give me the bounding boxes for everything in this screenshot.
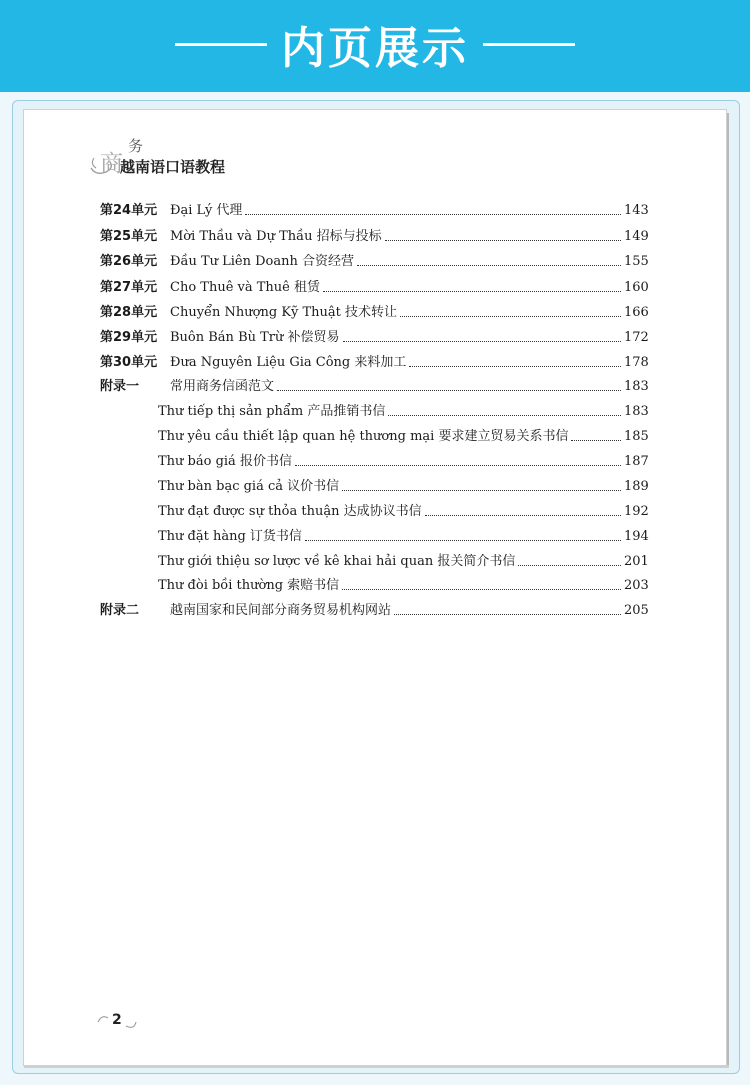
toc-entry-title: Thư báo giá 报价书信: [158, 454, 292, 469]
toc-entry-title: Đưa Nguyên Liệu Gia Công 来料加工: [170, 355, 407, 370]
toc-page-number: 166: [624, 305, 649, 320]
toc-row: [100, 600, 649, 620]
toc-row: [158, 526, 649, 546]
toc-dot-leader: [425, 515, 621, 516]
toc-row: [158, 476, 649, 496]
banner-title: 内页展示: [281, 23, 469, 74]
toc-dot-leader: [295, 465, 621, 466]
toc-entry-title: Đầu Tư Liên Doanh 合资经营: [170, 254, 355, 269]
toc-entry-title: Thư đạt được sự thỏa thuận 达成协议书信: [158, 504, 422, 519]
toc-entry-title: Cho Thuê và Thuê 租赁: [170, 280, 320, 295]
toc-row: [158, 501, 649, 521]
toc-row: [100, 352, 649, 372]
toc-dot-leader: [409, 366, 621, 367]
page-header: [88, 132, 268, 180]
toc-row: [100, 251, 649, 271]
toc-row: [100, 327, 649, 347]
toc-page-number: 155: [624, 254, 649, 269]
toc-entry-title: Buôn Bán Bù Trừ 补偿贸易: [170, 330, 340, 345]
toc-entry-title: Đại Lý 代理: [170, 203, 243, 218]
toc-unit-label: 第29单元: [100, 330, 158, 345]
toc-row: [158, 551, 649, 571]
toc-page-number: 189: [624, 479, 649, 494]
toc-unit-label: 第25单元: [100, 229, 158, 244]
toc-row: [100, 302, 649, 322]
toc-page-number: 149: [624, 229, 649, 244]
toc-dot-leader: [342, 589, 621, 590]
toc-dot-leader: [245, 214, 621, 215]
toc-entry-title: Thư yêu cầu thiết lập quan hệ thương mại 要求建立贸易关系书信: [158, 429, 569, 444]
toc-row: [158, 401, 649, 421]
toc-page-number: 205: [624, 603, 649, 618]
toc-page-number: 143: [624, 203, 649, 218]
toc-page-number: 185: [624, 429, 649, 444]
toc-dot-leader: [342, 490, 621, 491]
toc-entry-title: Thư đặt hàng 订货书信: [158, 529, 302, 544]
toc-entry-title: Thư đòi bồi thường 索赔书信: [158, 578, 340, 593]
toc-page-number: 183: [624, 404, 649, 419]
toc-dot-leader: [571, 440, 621, 441]
toc-dot-leader: [305, 540, 621, 541]
toc-unit-label: 第30单元: [100, 355, 158, 370]
toc-row: [100, 277, 649, 297]
toc-unit-label: 附录二: [100, 603, 140, 618]
toc-row: [100, 376, 649, 396]
toc-unit-label: 第27单元: [100, 280, 158, 295]
logo-char-shang: 商: [100, 151, 123, 177]
toc-page-number: 183: [624, 379, 649, 394]
toc-dot-leader: [323, 291, 621, 292]
toc-page-number: 178: [624, 355, 649, 370]
banner-wave-edge: [0, 74, 750, 100]
toc-page-number: 201: [624, 554, 649, 569]
banner-title-group: [0, 14, 750, 74]
toc-unit-label: 第28单元: [100, 305, 158, 320]
toc-entry-title: Mời Thầu và Dự Thầu 招标与投标: [170, 229, 382, 244]
toc-row: [158, 451, 649, 471]
toc-row: [158, 426, 649, 446]
logo-char-wu: 务: [128, 137, 144, 155]
book-title: 越南语口语教程: [120, 158, 226, 176]
toc-page-number: 194: [624, 529, 649, 544]
toc-page-number: 172: [624, 330, 649, 345]
page-number-badge: [96, 1010, 138, 1032]
toc-entry-title: Thư tiếp thị sản phẩm 产品推销书信: [158, 404, 386, 419]
banner-line-right: [483, 43, 575, 46]
toc-entry-title: 常用商务信函范文: [170, 379, 275, 394]
toc-dot-leader: [357, 265, 621, 266]
toc-row: [100, 226, 649, 246]
toc-unit-label: 附录一: [100, 379, 140, 394]
toc-row: [100, 200, 649, 220]
toc-dot-leader: [518, 565, 621, 566]
toc-dot-leader: [277, 390, 621, 391]
banner-line-left: [175, 43, 267, 46]
toc-entry-title: Chuyển Nhượng Kỹ Thuật 技术转让: [170, 305, 398, 320]
toc-dot-leader: [394, 614, 621, 615]
toc-dot-leader: [343, 341, 621, 342]
toc-dot-leader: [385, 240, 621, 241]
toc-entry-title: Thư bàn bạc giá cả 议价书信: [158, 479, 340, 494]
toc-page-number: 203: [624, 578, 649, 593]
toc-page-number: 187: [624, 454, 649, 469]
toc-page-number: 160: [624, 280, 649, 295]
page-number: 2: [112, 1012, 122, 1028]
toc-unit-label: 第24单元: [100, 203, 158, 218]
toc-entry-title: Thư giới thiệu sơ lược về kê khai hải quan 报关简介书信: [158, 554, 516, 569]
page-bottom-edge: [24, 1065, 729, 1068]
toc-dot-leader: [388, 415, 621, 416]
toc-entry-title: 越南国家和民间部分商务贸易机构网站: [170, 603, 392, 618]
toc-dot-leader: [400, 316, 621, 317]
toc-page-number: 192: [624, 504, 649, 519]
toc-unit-label: 第26单元: [100, 254, 158, 269]
toc-row: [158, 575, 649, 595]
